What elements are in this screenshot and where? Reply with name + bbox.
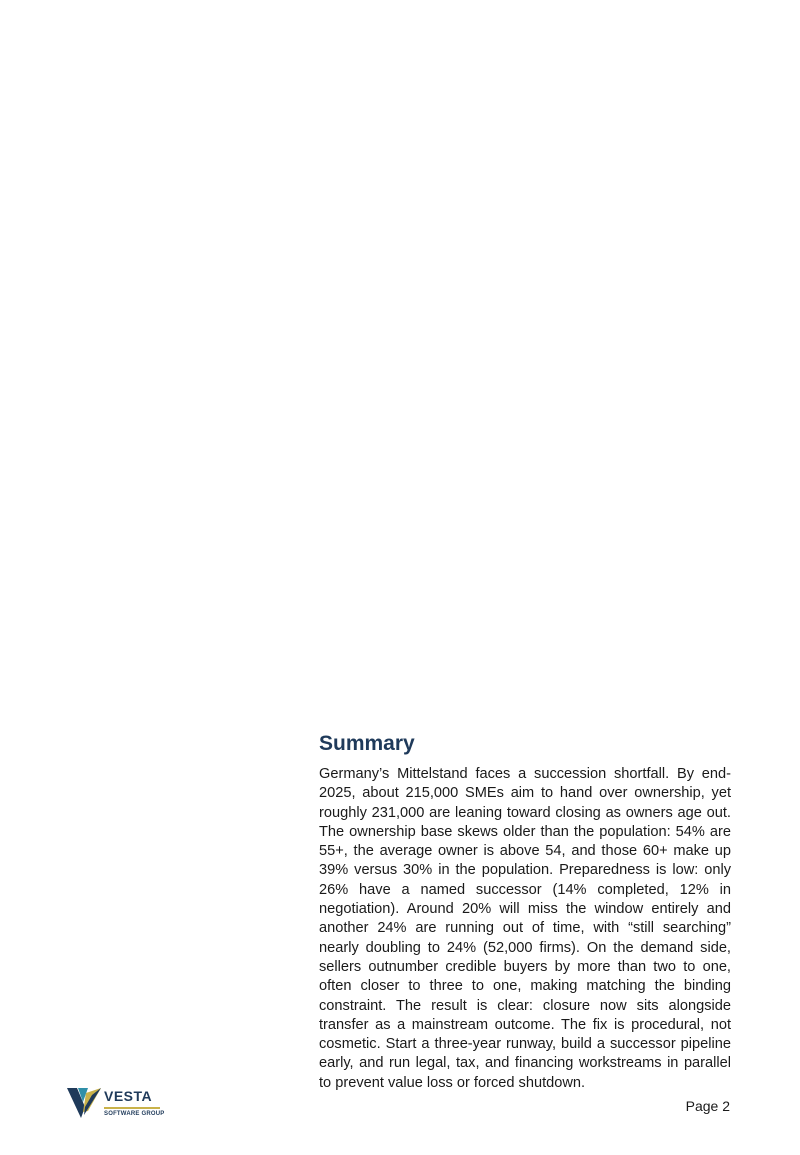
summary-title: Summary: [319, 732, 415, 755]
logo-divider: [104, 1107, 160, 1109]
summary-section: [319, 730, 731, 1093]
summary-paragraph: Germany’s Mittelstand faces a succession shortfall. By end-2025, about 215,000 SMEs aim to hand over ownership, yet roughly 231,000 are leaning toward closing as owners age out. The ownership base skews older than the population: 54% are 55+, the average owner is above 54, and those 60+ make up 39% versus 30% in the population. Preparedness is low: only 26% have a named successor (14% completed, 12% in negotiation). Around 20% will miss the window entirely and another 24% are running out of time, with “still searching” nearly doubling to 24% (52,000 firms). On the demand side, sellers outnumber credible buyers by more than two to one, often closer to three to one, making matching the binding constraint. The result is clear: closure now sits alongside transfer as a mainstream outcome. The fix is procedural, not cosmetic. Start a three-year runway, build a successor pipeline early, and run legal, tax, and financing workstreams in parallel to prevent value loss or forced shutdown.: [319, 766, 731, 1091]
logo-wordmark: VESTA: [104, 1088, 153, 1104]
vesta-logo-mark-icon: [66, 1085, 102, 1121]
company-logo: [66, 1085, 166, 1125]
page-number: Page 2: [685, 1098, 730, 1114]
logo-subtitle: SOFTWARE GROUP: [104, 1111, 165, 1117]
